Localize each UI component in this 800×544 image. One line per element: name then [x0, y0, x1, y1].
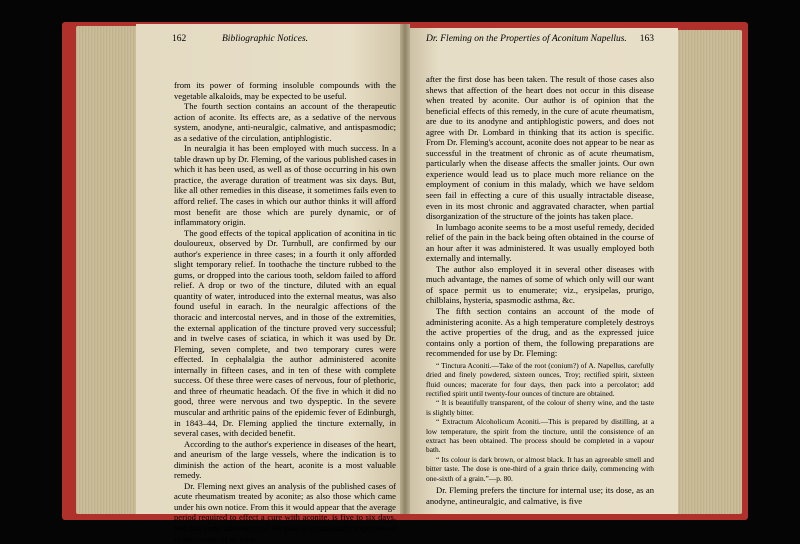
right-quote: “ Its colour is dark brown, or almost black. It has an agreeable smell and bitter taste. The dose is one-third of a grain thrice daily, commencing with one-sixth of a grain.”—p. 80. — [426, 454, 654, 483]
page-edges-left — [76, 26, 138, 514]
right-page-text — [426, 74, 654, 506]
left-page-number: 162 — [172, 34, 187, 44]
right-quote: “ Tinctura Aconiti.—Take of the root (conium?) of A. Napellus, carefully dried and finely powdered, sixteen ounces, Troy; rectified spirit, sixteen fluid ounces; macerate for four days, then pack into a percolator; add rectified spirit until twenty-four ounces of tincture are obtained. — [426, 360, 654, 398]
left-paragraph: According to the author's experience in diseases of the heart, and aneurism of the large vessels, where the indication is to diminish the action of the heart, aconite is a most valuable remedy. — [174, 438, 396, 481]
right-page-number: 163 — [639, 34, 654, 44]
page-edges-right — [676, 30, 742, 514]
right-paragraph: The author also employed it in several other diseases with much advantage, the names of some of which only will our want of space permit us to enumerate; viz., erysipelas, prurigo, chilblains, hysteria, spasmodic asthma, &c. — [426, 263, 654, 306]
book-gutter — [400, 24, 410, 514]
left-paragraph: The fourth section contains an account of the therapeutic action of aconite. Its effects are, as a sedative of the nervous system, anodyne, anti-neuralgic, calmative, and antispasmodic; as a sedative of the circulation, antiphlogistic. — [174, 101, 396, 143]
right-paragraph: after the first dose has been taken. The result of those cases also shews that affection of the heart does not occur in this disease when treated by aconite. Our author is of opinion that the beneficial effects of this remedy, in the cure of acute rheumatism, are due to its anodyne and antiphlogistic powers, and does not agree with Dr. Lombard in thinking that its action is specific. From Dr. Fleming's account, aconite does not appear to be near as successful in the treatment of chronic as of acute rheumatism, particularly when the disease affects the smaller joints. Our own experience would lead us to place much more reliance on the employment of conium in this malady, which we have seldom seen fail in effecting a cure of this usually intractable disease, even in its most chronic and aggravated character, when partial disorganization of the structure of the joints has taken place. — [426, 74, 654, 222]
right-running-head — [426, 32, 654, 46]
left-running-head — [172, 32, 396, 46]
left-page-text — [174, 80, 396, 544]
left-paragraph: The good effects of the topical application of aconitina in tic douloureux, observed by Dr. Turnbull, are confirmed by our author's experience in three cases; in a fourth it only afforded slight temporary relief. In toothache the tincture rubbed to the gums, or dropped into the carious tooth, seldom failed to afford relief. A drop or two of the tincture, diluted with an equal quantity of water, introduced into the external meatus, was also found useful in earach. In the neuralgic affections of the thoracic and intercostal nerves, and in those of the extremities, the external application of the tincture proved very successful; and in twelve cases of sciatica, in which it was used by Dr. Fleming, seven complete, and two temporary cures were effected. In cephalalgia the author administered aconite internally in fifteen cases, and in ten of these with complete success. Of these three were cases of nervous, four of plethoric, and three of rheumatic headach. Of the five in which it did no good, three were nervous and two dyspeptic. In the severe muscular and arthritic pains of the epidemic fever of Edinburgh, in 1843–44, Dr. Fleming applied the tincture externally, in several cases, with decided benefit. — [174, 227, 396, 439]
right-quote: “ Extractum Alcoholicum Aconiti.—This is prepared by distilling, at a low temperature, the spirit from the tincture, until the consistence of an extract has been obtained. The process should be completed in a vapour bath. — [426, 417, 654, 455]
right-quote: “ It is beautifully transparent, of the colour of sherry wine, and the taste is slightly bitter. — [426, 398, 654, 417]
left-paragraph: Dr. Fleming next gives an analysis of the published cases of acute rheumatism treated by aconite; as also those which came under his own notice. From this it would appear that the average period required to effect a cure with aconite, is five to six days, and that some alleviation of the pain is occasionally experienced in the course of an hour — [174, 480, 396, 544]
right-paragraph: In lumbago aconite seems to be a most useful remedy, decided relief of the pain in the back being often obtained in the course of an hour after it was administered. It was usually employed both externally and internally. — [426, 221, 654, 264]
right-paragraph: The fifth section contains an account of the mode of administering aconite. As a high temperature completely destroys the active properties of the drug, and as the expressed juice contains only a portion of them, the following preparations are recommended for use by Dr. Fleming: — [426, 306, 654, 359]
left-paragraph: from its power of forming insoluble compounds with the vegetable alkaloids, may be expected to be useful. — [174, 80, 396, 101]
left-paragraph: In neuralgia it has been employed with much success. In a table drawn up by Dr. Fleming, of the various published cases in which it has been used, as well as of those occurring in his own practice, the average duration of treatment was six days. But, like all other remedies in this disease, it sometimes fails even to afford relief. The cases in which our author thinks it will afford most benefit are those which are purely dynamic, or of inflammatory origin. — [174, 143, 396, 228]
left-running-title: Bibliographic Notices. — [222, 34, 309, 44]
right-closing-paragraph: Dr. Fleming prefers the tincture for internal use; its dose, as an anodyne, antineuralgic, and calmative, is five — [426, 485, 654, 506]
right-running-title: Dr. Fleming on the Properties of Aconitum Napellus. — [426, 34, 627, 44]
